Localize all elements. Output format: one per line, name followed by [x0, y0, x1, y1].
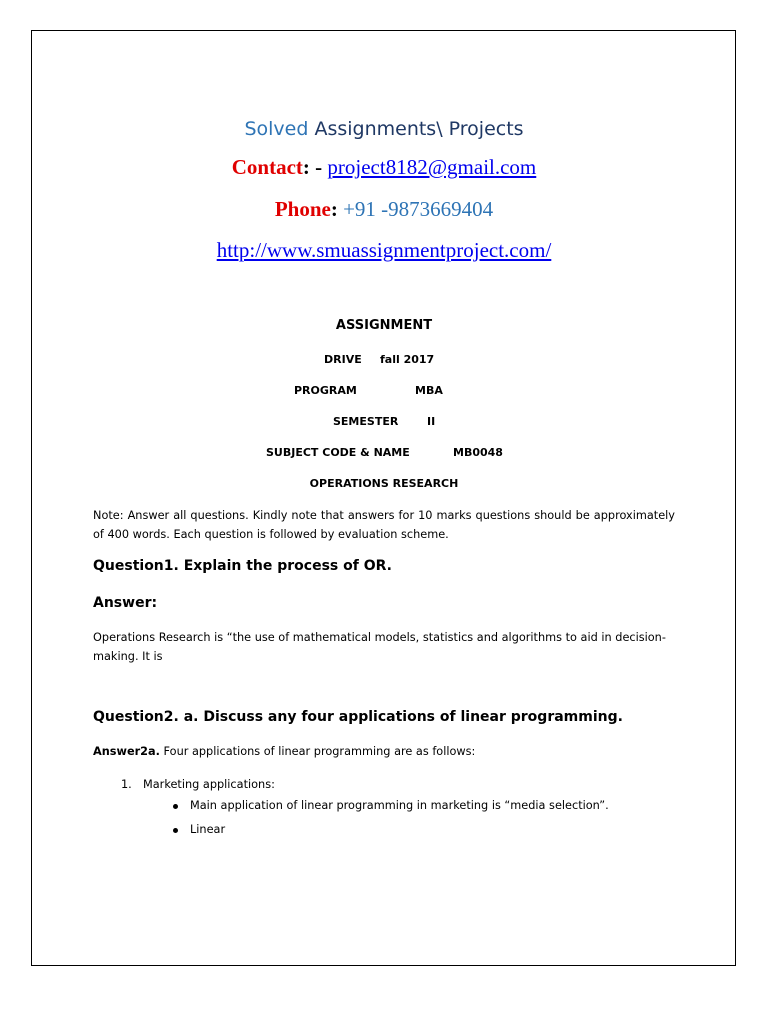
subject-name: OPERATIONS RESEARCH: [309, 477, 459, 490]
question2-answer-line: [93, 745, 475, 758]
url-line: [0, 238, 768, 263]
list-number: 1.: [121, 778, 132, 791]
phone-label: Phone: [274, 197, 331, 221]
bullet-dot: [173, 804, 178, 809]
question1-heading: Question1. Explain the process of OR.: [93, 558, 392, 574]
semester-label: SEMESTER: [333, 415, 399, 428]
note-paragraph: Note: Answer all questions. Kindly note that answers for 10 marks questions should be approximately of 400 words. Each question is followed by evaluation scheme.: [93, 509, 675, 541]
semester-value: II: [427, 415, 436, 428]
email-link[interactable]: project8182@gmail.com: [327, 155, 537, 179]
phone-separator: :: [330, 197, 338, 221]
question1-answer-label: Answer:: [93, 595, 158, 611]
program-value: MBA: [415, 384, 443, 397]
bullet-item: Main application of linear programming in marketing is “media selection”.: [190, 799, 609, 812]
question2-answer-text: Four applications of linear programming are as follows:: [159, 745, 476, 758]
website-link[interactable]: http://www.smuassignmentproject.com/: [216, 238, 552, 262]
question2-answer-label: Answer2a.: [93, 745, 160, 758]
subject-code: MB0048: [453, 446, 503, 459]
phone-line: [0, 197, 768, 222]
list-item: Marketing applications:: [143, 778, 275, 791]
contact-line: [0, 155, 768, 180]
contact-label: Contact: [231, 155, 303, 179]
question1-answer-text: Operations Research is “the use of mathematical models, statistics and algorithms to aid in decision-making. It is: [93, 631, 666, 663]
bullet-dot: [173, 828, 178, 833]
question2-heading: Question2. a. Discuss any four applications of linear programming.: [93, 709, 623, 725]
assignment-title: ASSIGNMENT: [335, 318, 433, 333]
bullet-item: Linear: [190, 823, 226, 836]
subject-label: SUBJECT CODE & NAME: [266, 446, 410, 459]
header-assignments-projects: Assignments\ Projects: [308, 118, 524, 140]
header-title: [0, 118, 768, 140]
header-solved: Solved: [244, 118, 309, 140]
program-label: PROGRAM: [294, 384, 357, 397]
drive-value: fall 2017: [380, 353, 435, 366]
drive-label: DRIVE: [324, 353, 362, 366]
phone-number: +91 -9873669404: [343, 197, 494, 221]
contact-separator: : -: [302, 155, 323, 179]
